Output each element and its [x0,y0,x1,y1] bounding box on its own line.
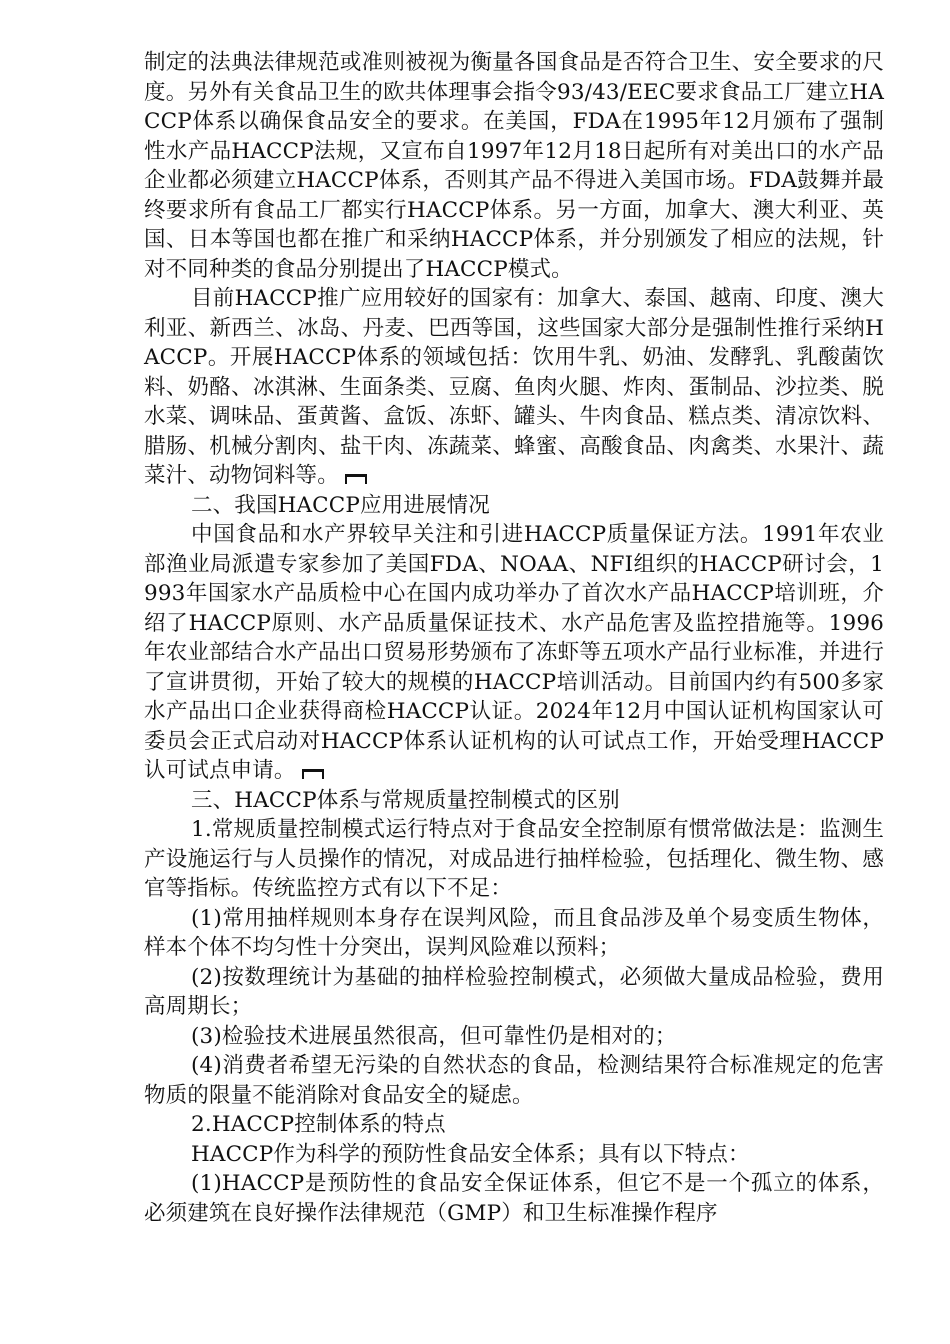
paragraph-conventional-qc: 1.常规质量控制模式运行特点对于食品安全控制原有惯常做法是：监测生产设施运行与人员操作的情况，对成品进行抽样检验，包括理化、微生物、感官等指标。传统监控方式有以下不足： [144,817,884,901]
list-item-2: (2)按数理统计为基础的抽样检验控制模式，必须做大量成品检验，费用高周期长； [144,964,884,1019]
paragraph-text: 中国食品和水产界较早关注和引进HACCP质量保证方法。1991年农业部渔业局派遣专家参加了美国FDA、NOAA、NFI组织的HACCP研讨会，1993年国家水产品质检中心在国内成功举办了首次水产品HACCP培训班，介绍了HACCP原则、水产品质量保证技术、水产品危害及监控措施等。1996年农业部结合水产品出口贸易形势颁布了冻虾等五项水产品行业标准，并进行了宣讲贯彻，开始了较大的规模的HACCP培训活动。目前国内约有500多家水产品出口企业获得商检HACCP认证。2024年12月中国认证机构国家认可委员会正式启动对HACCP体系认证机构的认可试点工作，开始受理HACCP认可试点申请。 [144,522,884,783]
section-heading-haccp-vs-conventional: 三、HACCP体系与常规质量控制模式的区别 [191,787,620,813]
list-item-feature-1: (1)HACCP是预防性的食品安全保证体系，但它不是一个孤立的体系，必须建筑在良好操作法律规范（GMP）和卫生标准操作程序 [144,1171,884,1226]
list-item-3: (3)检验技术进展虽然很高，但可靠性仍是相对的； [191,1023,677,1049]
list-item-4: (4)消费者希望无污染的自然状态的食品，检测结果符合标准规定的危害物质的限量不能消除对食品安全的疑虑。 [144,1053,884,1108]
paragraph-end-mark [302,769,324,779]
list-item-1: (1)常用抽样规则本身存在误判风险，而且食品涉及单个易变质生物体，样本个体不均匀性十分突出，误判风险难以预料； [144,905,884,960]
document-page [144,48,884,1228]
subheading-haccp-features: 2.HACCP控制体系的特点 [191,1112,446,1137]
paragraph-haccp-countries [144,284,884,491]
paragraph-end-mark [345,474,367,484]
paragraph-haccp-features-intro: HACCP作为科学的预防性食品安全体系；具有以下特点： [191,1141,750,1167]
paragraph-text: 目前HACCP推广应用较好的国家有：加拿大、泰国、越南、印度、澳大利亚、新西兰、冰岛、丹麦、巴西等国，这些国家大部分是强制性推行采纳HACCP。开展HACCP体系的领域包括：饮用牛乳、奶油、发酵乳、乳酸菌饮料、奶酪、冰淇淋、生面条类、豆腐、鱼肉火腿、炸肉、蛋制品、沙拉类、脱水菜、调味品、蛋黄酱、盒饭、冻虾、罐头、牛肉食品、糕点类、清凉饮料、腊肠、机械分割肉、盐干肉、冻蔬菜、蜂蜜、高酸食品、肉禽类、水果汁、蔬菜汁、动物饲料等。 [144,286,884,488]
section-heading-china-progress: 二、我国HACCP应用进展情况 [191,492,490,518]
paragraph-china-history [144,520,884,786]
paragraph-regulations-intro: 制定的法典法律规范或准则被视为衡量各国食品是否符合卫生、安全要求的尺度。另外有关食品卫生的欧共体理事会指令93/43/EEC要求食品工厂建立HACCP体系以确保食品安全的要求。在美国，FDA在1995年12月颁布了强制性水产品HACCP法规，又宣布自1997年12月18日起所有对美出口的水产品企业都必须建立HACCP体系，否则其产品不得进入美国市场。FDA鼓舞并最终要求所有食品工厂都实行HACCP体系。另一方面，加拿大、澳大利亚、英国、日本等国也都在推广和采纳HACCP体系，并分别颁发了相应的法规，针对不同种类的食品分别提出了HACCP模式。 [144,50,884,282]
